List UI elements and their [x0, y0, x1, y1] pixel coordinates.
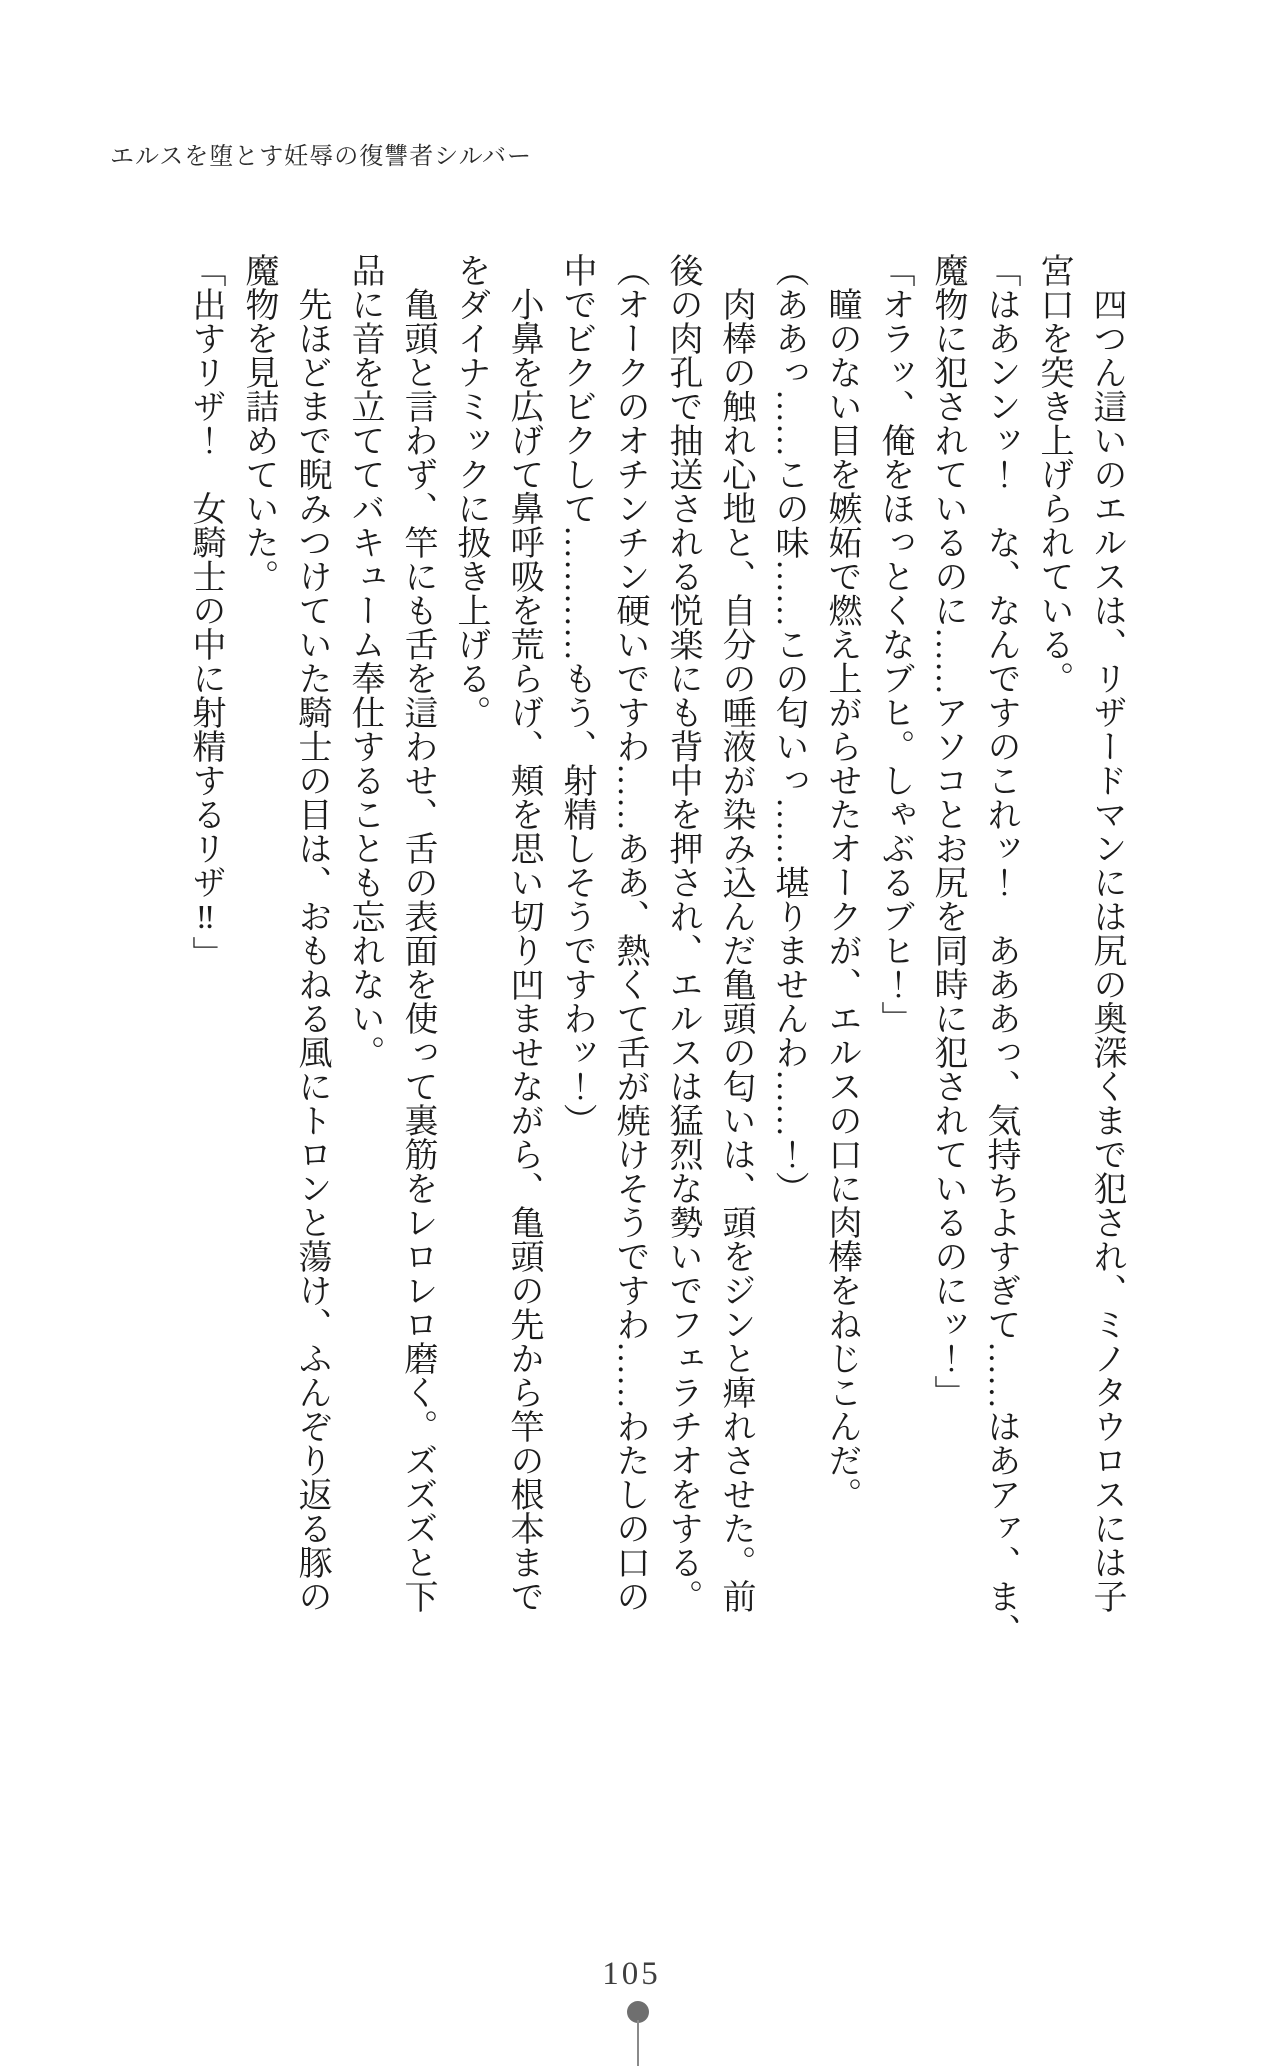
text-column: 後の肉孔で抽送される悦楽にも背中を押され、エルスは猛烈な勢いでフェラチオをする。: [664, 253, 701, 1613]
text-column: をダイナミックに扱き上げる。: [452, 253, 489, 729]
body-text: [179, 253, 1133, 1673]
text-column: 小鼻を広げて鼻呼吸を荒らげ、頬を思い切り凹ませながら、亀頭の先から竿の根本まで: [505, 287, 542, 1613]
page-marker-line: [637, 2020, 639, 2066]
text-column: 「オラッ、俺をほっとくなブヒ。しゃぶるブヒ！」: [876, 253, 913, 1035]
text-column: （オークのオチンチン硬いですわ……ああ、熱くて舌が焼けそうですわ……わたしの口の: [611, 253, 648, 1613]
text-column: 魔物を見詰めていた。: [240, 253, 277, 593]
text-column: 亀頭と言わず、竿にも舌を這わせ、舌の表面を使って裏筋をレロレロ磨く。ズズズと下: [399, 287, 436, 1613]
text-column: 中でビクビクして…………もう、射精しそうですわッ！）: [558, 253, 595, 1137]
text-column: 四つん這いのエルスは、リザードマンには尻の奥深くまで犯され、ミノタウロスには子: [1088, 287, 1125, 1613]
page-number: 105: [602, 1956, 661, 1992]
text-column: 瞳のない目を嫉妬で燃え上がらせたオークが、エルスの口に肉棒をねじこんだ。: [823, 287, 860, 1511]
text-column: 宮口を突き上げられている。: [1035, 253, 1072, 695]
text-column: 肉棒の触れ心地と、自分の唾液が染み込んだ亀頭の匂いは、頭をジンと痺れさせた。前: [717, 287, 754, 1613]
text-column: 「出すリザ！ 女騎士の中に射精するリザ‼」: [187, 253, 224, 970]
text-column: 品に音を立ててバキューム奉仕することも忘れない。: [346, 253, 383, 1069]
text-column: 先ほどまで睨みつけていた騎士の目は、おもねる風にトロンと蕩け、ふんぞり返る豚の: [293, 287, 330, 1613]
text-column: 魔物に犯されているのに……アソコとお尻を同時に犯されているのにッ！」: [929, 253, 966, 1409]
text-column: （ああっ……この味……この匂いっ……堪りませんわ……！）: [770, 253, 807, 1205]
running-title: エルスを堕とす妊辱の復讐者シルバー: [110, 144, 532, 170]
text-column: 「はあンンッ！ な、なんですのこれッ！ あああっ、気持ちよすぎて……はあアァ、ま、: [982, 253, 1019, 1647]
